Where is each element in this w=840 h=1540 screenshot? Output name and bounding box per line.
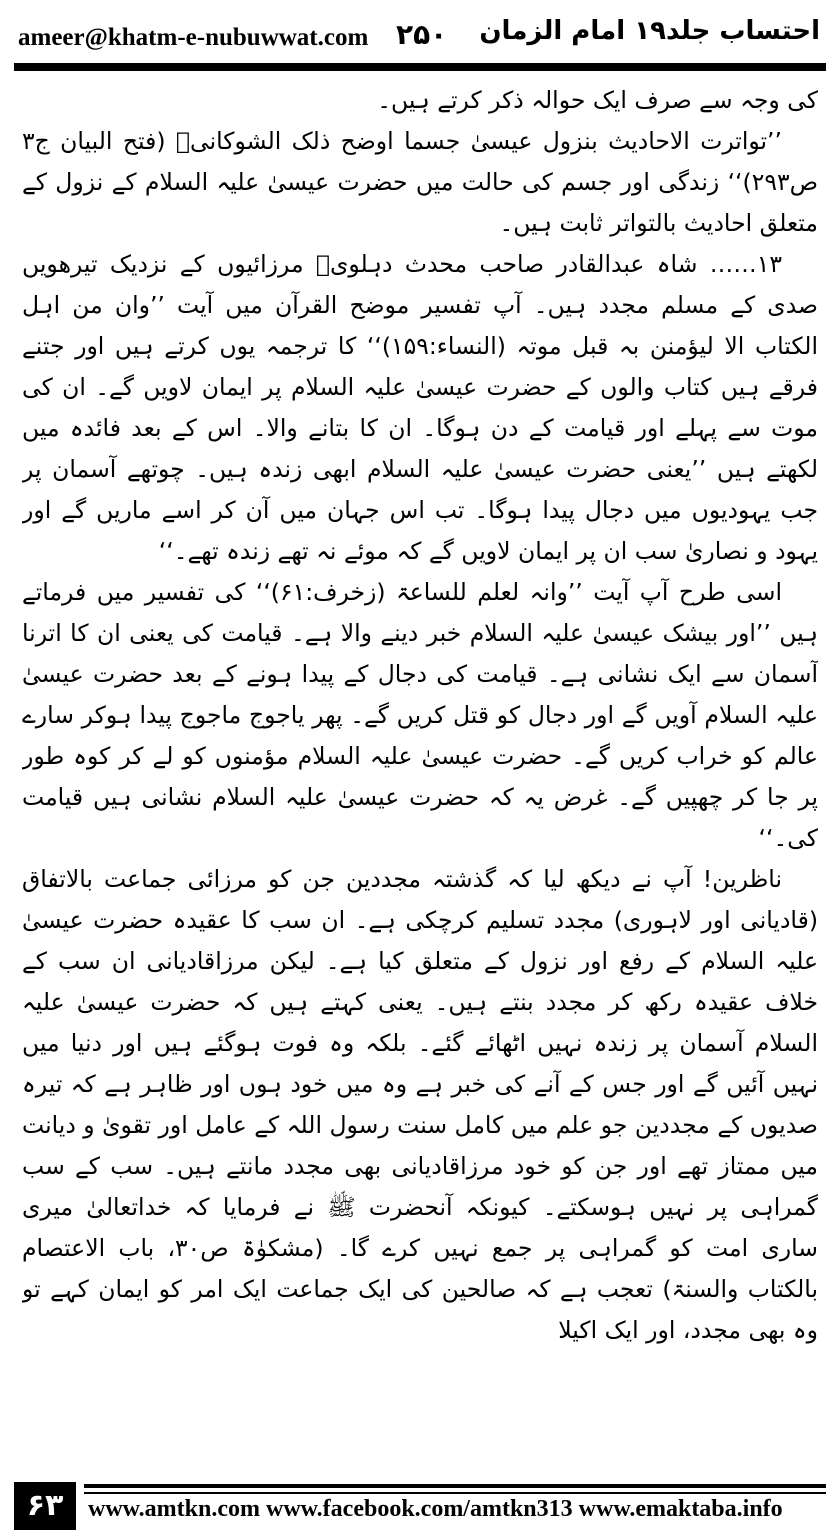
paragraph-5: ناظرین! آپ نے دیکھ لیا کہ گذشتہ مجددین جن کو مرزائی جماعت بالاتفاق (قادیانی اور لاہوری) مجدد تسلیم کرچکی ہے۔ ان سب کا عقیدہ حضرت عیسیٰ علیہ السلام کے رفع اور نزول کے متعلق کیا ہے۔ لیکن مرزاقادیانی ان سب کے خلاف عقیدہ رکھ کر مجدد بنتے ہیں۔ یعنی کہتے ہیں کہ حضرت عیسیٰ علیہ السلام آسمان پر زندہ نہیں اٹھائے گئے۔ بلکہ وہ فوت ہوگئے ہیں اور دنیا میں نہیں آئیں گے اور جس کے آنے کی خبر ہے وہ میں خود ہوں اور ظاہر ہے کہ تیرہ صدیوں کے مجددین جو علم میں کامل سنت رسول اللہ کے عامل اور تقویٰ و دیانت میں ممتاز تھے اور جن کو خود مرزاقادیانی بھی مجدد مانتے ہیں۔ سب کے سب گمراہی پر نہیں ہوسکتے۔ کیونکہ آنحضرت ﷺ نے فرمایا کہ خداتعالیٰ میری ساری امت کو گمراہی پر جمع نہیں کرے گا۔ (مشکوٰۃ ص۳۰، باب الاعتصام بالکتاب والسنۃ) تعجب ہے کہ صالحین کی ایک جماعت ایک امر کو ایمان کہے تو وہ بھی مجدد، اور ایک اکیلا <box>22 865 818 1344</box>
footer-page-number: ۶۳ <box>14 1482 76 1530</box>
paragraph-3: ۱۳…… شاہ عبدالقادر صاحب محدث دہلویؒ مرزائیوں کے نزدیک تیرھویں صدی کے مسلم مجدد ہیں۔ آپ تفسیر موضح القرآن میں آیت ’’وان من اہل الکتاب الا لیؤمنن بہ قبل موتہ (النساء:۱۵۹)‘‘ کا ترجمہ یوں کرتے ہیں اور جتنے فرقے ہیں کتاب والوں کے حضرت عیسیٰ علیہ السلام پر ایمان لاویں گے۔ ان کی موت سے پہلے اور قیامت کے دن ہوگا۔ ان کا بتانے والا۔ اس کے بعد فائدہ میں لکھتے ہیں ’’یعنی حضرت عیسیٰ علیہ السلام ابھی زندہ ہیں۔ چوتھے آسمان پر جب یہودیوں میں دجال پیدا ہوگا۔ تب اس جہان میں آن کر اسے ماریں گے اور یہود و نصاریٰ سب ان پر ایمان لاویں گے کہ موئے نہ تھے زندہ تھے۔‘‘ <box>22 250 818 565</box>
header-book-title: احتساب جلد۱۹ امام الزمان <box>479 16 820 46</box>
header-email: ameer@khatm-e-nubuwwat.com <box>18 24 369 51</box>
header-rule <box>14 63 826 71</box>
paragraph-2: ’’تواترت الاحادیث بنزول عیسیٰ جسما اوضح ذلک الشوکانیؒ (فتح البیان ج۳ ص۲۹۳)‘‘ زندگی اور جسم کی حالت میں حضرت عیسیٰ علیہ السلام کے نزول کے متعلق احادیث بالتواتر ثابت ہیں۔ <box>22 127 818 237</box>
header-page-number: ۲۵۰ <box>396 18 448 51</box>
page-footer <box>14 1478 826 1534</box>
paragraph-4: اسی طرح آپ آیت ’’وانہ لعلم للساعۃ (زخرف:۶۱)‘‘ کی تفسیر میں فرماتے ہیں ’’اور بیشک عیسیٰ علیہ السلام خبر دینے والا ہے۔ قیامت کی یعنی ان کا اترنا آسمان سے ایک نشانی ہے۔ قیامت کی دجال کے پیدا ہونے کے بعد حضرت عیسیٰ علیہ السلام آویں گے اور دجال کو قتل کریں گے۔ پھر یاجوج ماجوج پیدا ہوکر سارے عالم کو خراب کریں گے۔ حضرت عیسیٰ علیہ السلام مؤمنوں کو لے کر کوہ طور پر جا کر چھپیں گے۔ غرض یہ کہ حضرت عیسیٰ علیہ السلام نشانی ہیں قیامت کی۔‘‘ <box>22 578 818 852</box>
footer-rule-thin <box>84 1492 826 1494</box>
page-body <box>22 80 818 1470</box>
page-header <box>10 6 830 60</box>
footer-rule-thick <box>84 1484 826 1488</box>
footer-urls: www.amtkn.com www.facebook.com/amtkn313 www.emaktaba.info <box>88 1496 783 1522</box>
paragraph-1: کی وجہ سے صرف ایک حوالہ ذکر کرتے ہیں۔ <box>377 86 818 114</box>
